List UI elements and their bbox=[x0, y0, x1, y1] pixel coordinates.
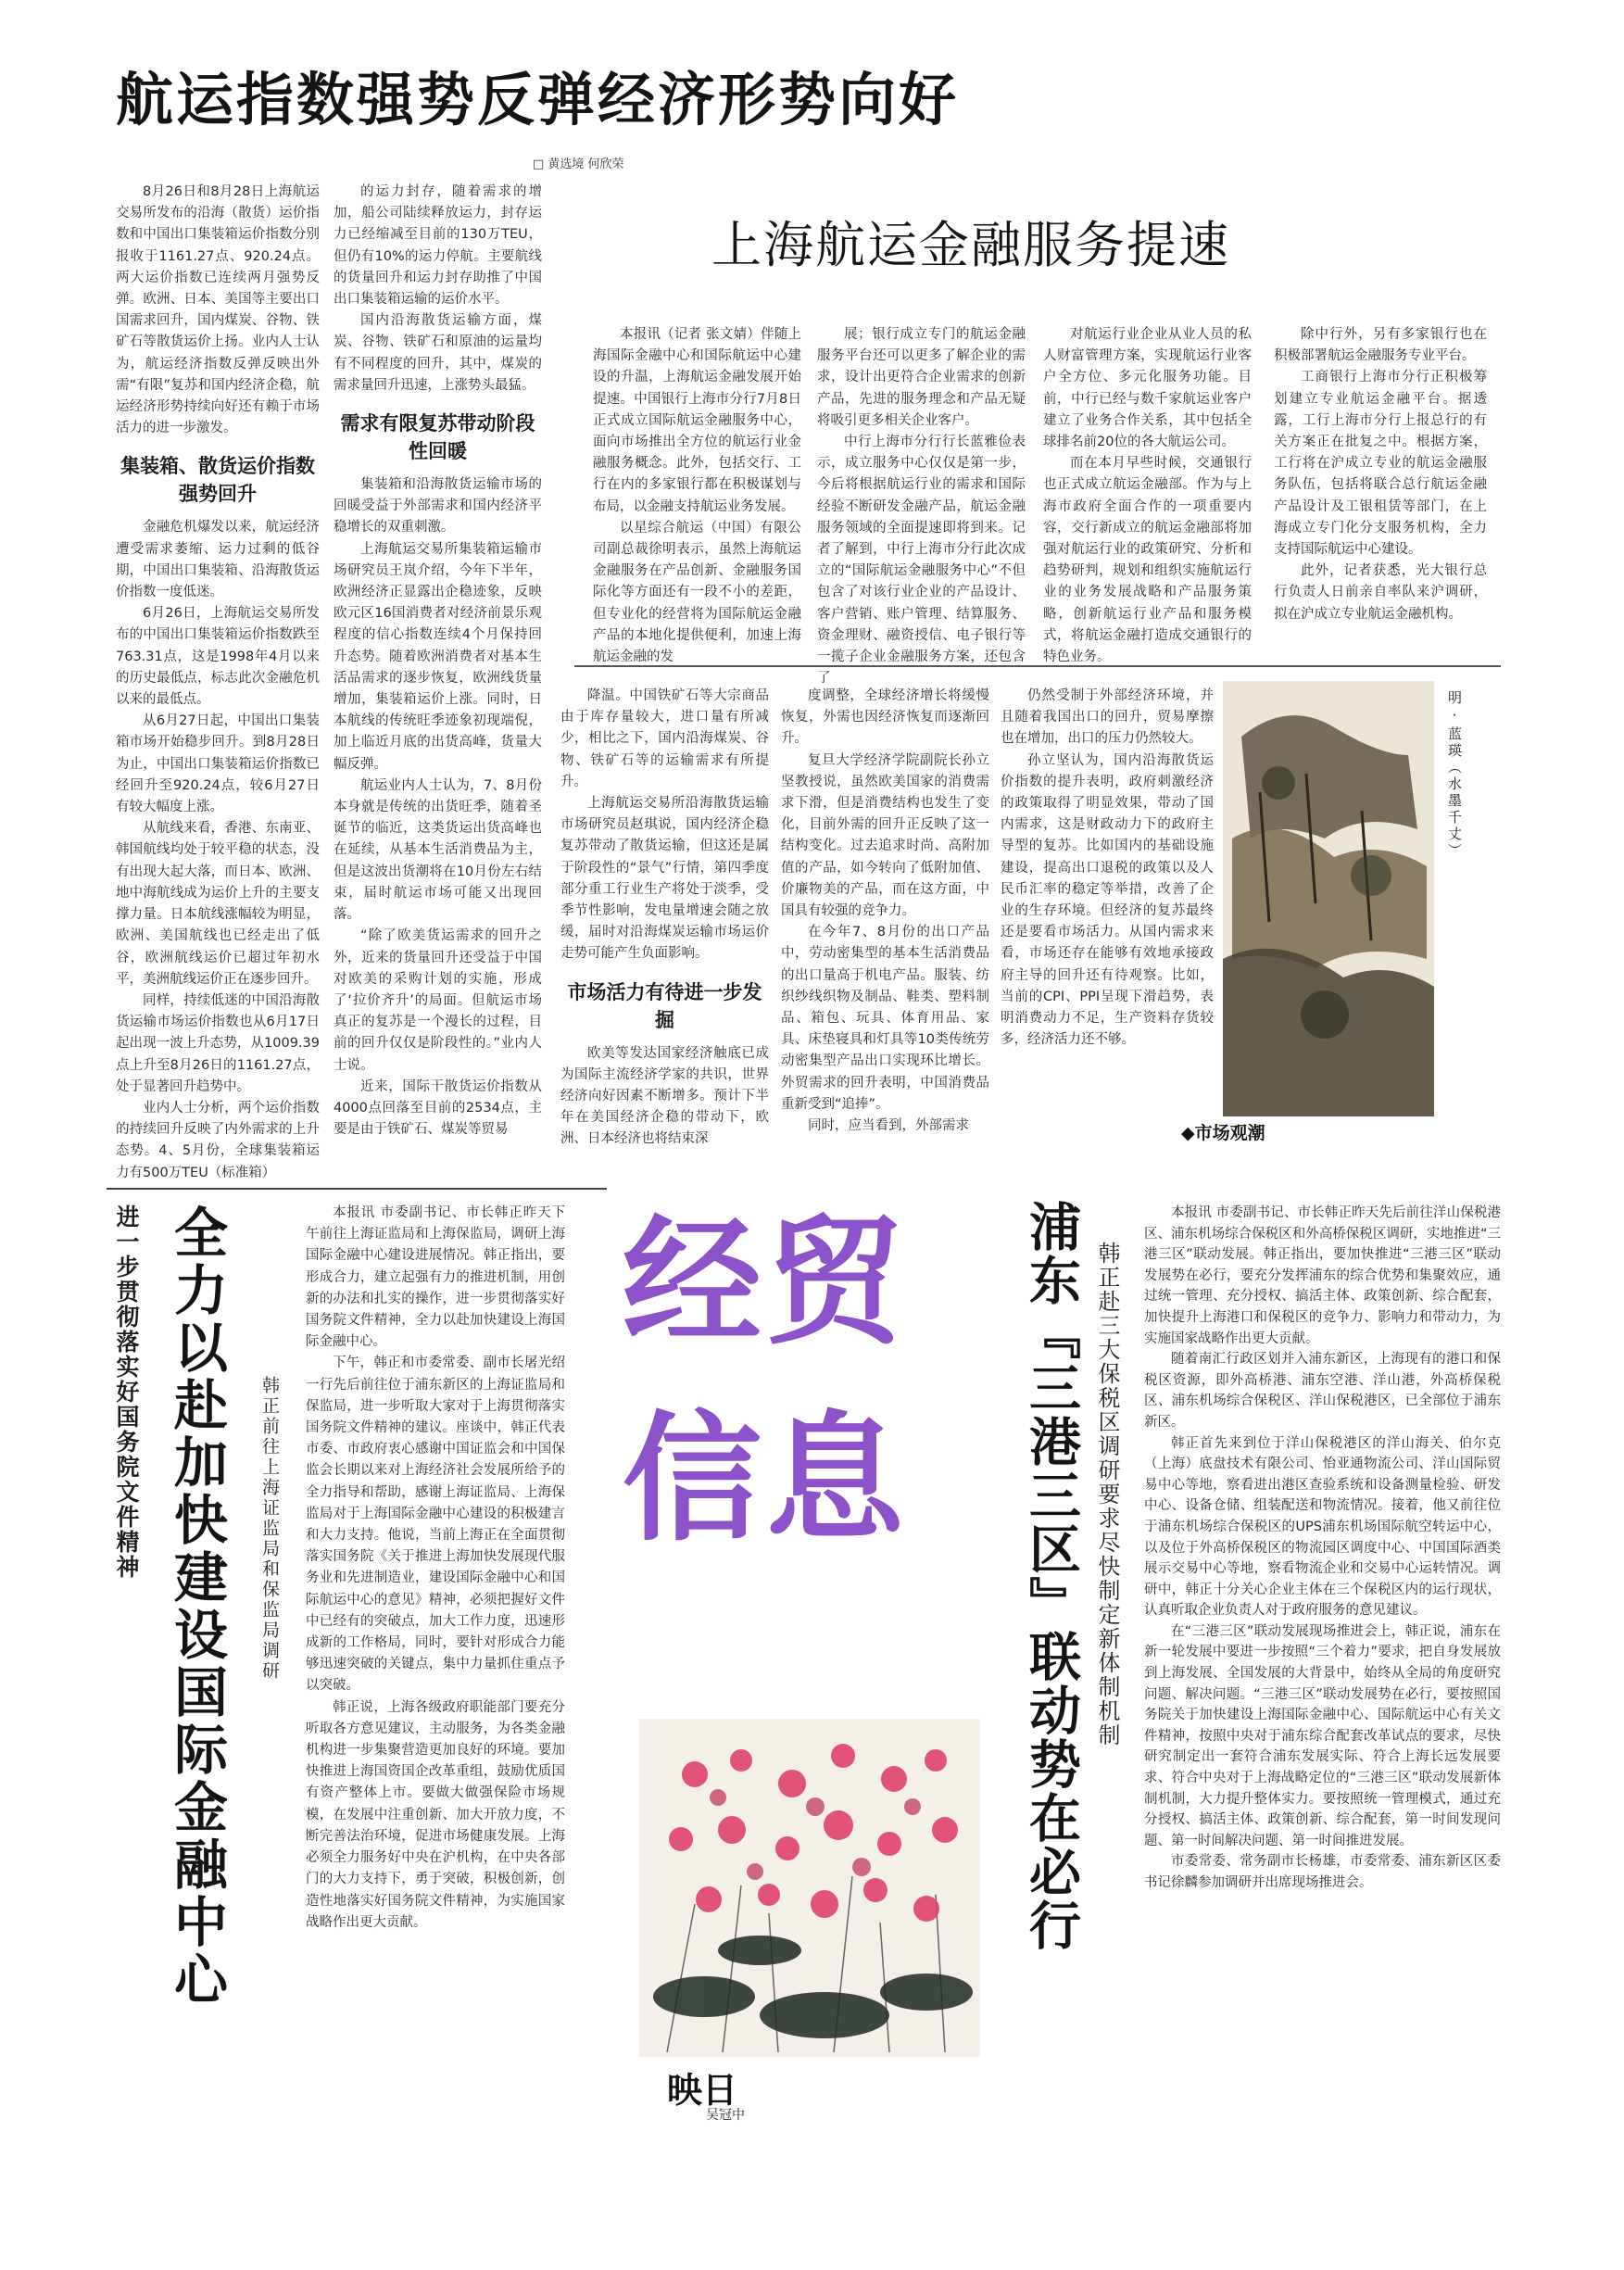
story1-column-3: 降温。中国铁矿石等大宗商品由于库存量较大，进口量有所减少，相比之下，国内沿海煤炭、谷物、铁矿石等的运输需求有所提升。 上海航运交易所沿海散货运输市场研究员赵琪说，国内经济企稳复苏带动了散货运输，但这还是属于阶段性的“景气”行情，第四季度部分重工行业生产将处于淡季，受季节性影响，发电量增速会随之放缓，届时对沿海煤炭运输市场运价走势可能产生负面影响。 市场活力有待进一步发掘 欧美等发达国家经济触底已成为国际主流经济学家的共识，世界经济向好因素不断增多。预计下半年在美国经济企稳的带动下，欧洲、日本经济也将结束深 bbox=[560, 688, 769, 1147]
story2-column-1: 本报讯（记者 张文婧）伴随上海国际金融中心和国际航运中心建设的升温，上海航运金融发展开始提速。中国银行上海市分行7月8日正式成立国际航运金融服务中心，面向市场推出全方位的航运行业金融服务概念。此外，包括交行、工行在内的多家银行都在积极谋划与布局，以金融支持航运业务发展。 以星综合航运（中国）有限公司副总裁徐明表示，虽然上海航运金融服务在产品创新、金融服务国际化等方面还有一段不小的差距，但专业化的经营将为国际航运金融产品的本地化提供便利，加速上海航运金融的发 bbox=[593, 327, 801, 665]
right-story-title: 浦东『三港三区』联动势在必行 bbox=[1021, 1200, 1082, 1952]
painting-caption: 明·蓝瑛（水墨千丈） bbox=[1446, 690, 1463, 860]
left-story-body: 本报讯 市委副书记、市长韩正昨天下午前往上海证监局和上海保监局，调研上海国际金融中心建设进展情况。韩正指出，要形成合力，建立起强有力的推进机制，用创新的办法和扎实的操作，进一步贯彻落实好国务院文件精神，全力以赴加快建设上海国际金融中心。 下午，韩正和市委常委、副市长屠光绍一行先后前往位于浦东新区的上海证监局和保监局，进一步听取大家对于上海贯彻落实国务院文件精神的建议。座谈中，韩正代表市委、市政府衷心感谢中国证监会和中国保监会长期以来对上海经济社会发展所给予的全力指导和帮助，感谢上海证监局、上海保监局对于上海国际金融中心建设的积极建言和大力支持。他说，当前上海正在全面贯彻落实国务院《关于推进上海加快发展现代服务业和先进制造业，建设国际金融中心和国际航运中心的意见》精神，必须把握好文件中已经有的突破点，加大工作力度，迅速形成新的工作格局，同时，要针对形成合力能够迅速突破的关键点，集中力量抓住重点予以突破。 韩正说，上海各级政府职能部门要充分听取各方意见建议，主动服务，为各类金融机构进一步集聚营造更加良好的环境。要加快推进上海国资国企改革重组，鼓励优质国有资产整体上市。要做大做强保险市场规模，在发展中注重创新、加大开放力度，不断完善法治环境，促进市场健康发展。上海必须全力服务好中央在沪机构，在中央各部门的大力支持下，勇于突破，积极创新，创造性地落实好国务院文件精神，为实施国家战略作出更大贡献。 bbox=[306, 1205, 565, 1930]
right-story-deck: 韩正赴三大保税区调研要求尽快制定新体制机制 bbox=[1094, 1242, 1120, 1747]
lotus-painting-title: 映日 bbox=[667, 2070, 738, 2111]
story1-column-2: 的运力封存，随着需求的增加，船公司陆续释放运力，封存运力已经缩减至目前的130万TEU，但仍有10%的运力停航。主要航线的货量回升和运力封存助推了中国出口集装箱运输的运价水平。 国内沿海散货运输方面，煤炭、谷物、铁矿石和原油的运量均有不同程度的回升，其中，煤炭的需求量回升迅速，上涨势头最猛。 需求有限复苏带动阶段性回暖 集装箱和沿海散货运输市场的回暖受益于外部需求和国内经济平稳增长的双重刺激。 上海航运交易所集装箱运输市场研究员王岚介绍，今年下半年，欧洲经济正显露出企稳迹象，反映欧元区16国消费者对经济前景乐观程度的信心指数连续4个月保持回升态势。随着欧洲消费者对基本生活品需求的逐步恢复，欧洲线货量增加，集装箱运价上涨。同时，日本航线的传统旺季迹象初现端倪，加上临近月底的出货高峰，货量大幅反弹。 航运业内人士认为，7、8月份本身就是传统的出货旺季，随着圣诞节的临近，这类货运出货高峰也在延续，从基本生活消费品为主，但是这波出货潮将在10月份左右结束，届时航运市场可能又出现回落。 “除了欧美货运需求的回升之外，近来的货量回升还受益于中国对欧美的采购计划的实施，形成了‘拉价齐升’的局面。但航运市场真正的复苏是一个漫长的过程，目前的回升仅仅是阶段性的。”业内人士说。 近来，国际干散货运价指数从4000点回落至目前的2534点，主要是由于铁矿石、煤炭等贸易 bbox=[334, 184, 542, 1138]
story2-column-3: 对航运行业企业从业人员的私人财富管理方案，实现航运行业客户全方位、多元化服务功能。目前，中行已经与数千家航运业客户建立了业务合作关系，其中包括全球排名前20位的各大航运公司。 而在本月早些时候，交通银行也正式成立航运金融部。作为与上海市政府全面合作的一项重要内容，交行新成立的航运金融部将加强对航运行业的政策研究、分析和趋势研判，规划和组织实施航运行业的业务发展战略和产品服务策略，创新航运行业产品和服务模式，将航运金融打造成交通银行的特色业务。 bbox=[1043, 327, 1252, 665]
story1-subhead-3: 市场活力有待进一步发掘 bbox=[567, 980, 762, 1031]
lotus-painting bbox=[639, 1719, 980, 2057]
column-tag-market: ◆市场观潮 bbox=[1181, 1123, 1265, 1143]
byline-1: □ 黄选境 何欣荣 bbox=[533, 158, 624, 171]
landscape-painting bbox=[1223, 681, 1434, 1116]
lotus-painting-art bbox=[639, 1719, 980, 2057]
left-story-title: 全力以赴加快建设国际金融中心 bbox=[165, 1204, 228, 2009]
section-label-jingmao: 经贸 bbox=[623, 1203, 909, 1364]
story2-column-4: 除中行外，另有多家银行也在积极部署航运金融服务专业平台。 工商银行上海市分行正积极筹划建立专业航运金融平台。据透露，工行上海市分行上报总行的有关方案正在批复之中。根据方案，工行将在沪成立专业的航运金融服务队伍，包括将联合总行航运金融产品设计及工银租赁等部门，在上海成立专门化分支服务机构，全力支持国际航运中心建设。 此外，记者获悉，光大银行总行负责人日前亲自率队来沪调研，拟在沪成立专业航运金融机构。 bbox=[1274, 327, 1487, 622]
divider-story2-bottom bbox=[574, 665, 1501, 667]
divider-bottom-section bbox=[107, 1188, 607, 1190]
story2-column-2: 展；银行成立专门的航运金融服务平台还可以更多了解企业的需求，设计出更符合企业需求的创新产品，先进的服务理念和产品无疑将吸引更多相关企业客户。 中行上海市分行行长蓝雅俭表示，成立服务中心仅仅是第一步，今后将根据航运行业的需求和国际经验不断研发金融产品，航运金融服务领域的全面提速即将到来。记者了解到，中行上海市分行此次成立的“国际航运金融服务中心”不但包含了对该行业企业的产品设计、客户营销、账户管理、结算服务、资金理财、融资授信、电子银行等一揽子企业金融服务方案，还包含了 bbox=[817, 327, 1026, 687]
headline-1: 航运指数强势反弹经济形势向好 bbox=[116, 66, 960, 133]
story1-column-1: 8月26日和8月28日上海航运交易所发布的沿海（散货）运价指数和中国出口集装箱运价指数分别报收于1161.27点、920.24点。两大运价指数已连续两月强势反弹。欧洲、日本、美国等主要出口国需求回升，国内煤炭、谷物、铁矿石等散货运价上扬。业内人士认为，航运经济指数反弹反映出外需“有限”复苏和国内经济企稳，航运经济形势持续向好还有赖于市场活力的进一步激发。 集装箱、散货运价指数强势回升 金融危机爆发以来，航运经济遭受需求萎缩、运力过剩的低谷期，中国出口集装箱、沿海散货运价指数一度低迷。 6月26日，上海航运交易所发布的中国出口集装箱运价指数跌至763.31点，这是1998年4月以来的历史最低点，标志此次金融危机以来的最低点。 从6月27日起，中国出口集装箱市场开始稳步回升。到8月28日为止，中国出口集装箱运价指数已经回升至920.24点，较6月27日有较大幅度上涨。 从航线来看，香港、东南亚、韩国航线均处于较平稳的状态，没有出现大起大落，而日本、欧洲、地中海航线成为运价上升的主要支撑力量。日本航线涨幅较为明显，欧洲、美国航线也已经走出了低谷，欧洲航线运价已超过年初水平，美洲航线运价正在逐步回升。 同样，持续低迷的中国沿海散货运输市场运价指数也从6月17日起出现一波上升态势，从1009.39点上升至8月26日的1161.27点，处于显著回升趋势中。 业内人士分析，两个运价指数的持续回升反映了内外需求的上升态势。4、5月份，全球集装箱运力有500万TEU（标准箱） bbox=[116, 182, 320, 1233]
story1-column-4: 度调整，全球经济增长将缓慢恢复，外需也因经济恢复而逐渐回升。 复旦大学经济学院副院长孙立坚教授说，虽然欧美国家的消费需求下滑，但是消费结构也发生了变化，目前外需的回升正反映了这一结构变化。过去追求时尚、高附加值的产品，如今转向了低附加值、价廉物美的产品，而在这方面，中国具有较强的竞争力。 在今年7、8月份的出口产品中，劳动密集型的基本生活消费品的出口量高于机电产品。服装、纺织纱线织物及制品、鞋类、塑料制品、箱包、玩具、体育用品、家具、床垫寝具和灯具等10类传统劳动密集型产品出口实现环比增长。外贸需求的回升表明，中国消费品重新受到“追捧”。 同时，应当看到，外部需求 bbox=[781, 688, 989, 1134]
landscape-painting-art bbox=[1223, 681, 1434, 1116]
headline-2: 上海航运金融服务提速 bbox=[711, 216, 1230, 274]
left-story-kicker: 进一步贯彻落实好国务院文件精神 bbox=[113, 1204, 140, 1580]
story1-column-5: 仍然受制于外部经济环境，并且随着我国出口的回升，贸易摩擦也在增加，出口的压力仍然较大。 孙立坚认为，国内沿海散货运价指数的提升表明，政府刺激经济的政策取得了明显效果，带动了国内需求，这是财政动力下的政府主导型的复苏。比如国内的基础设施建设，提高出口退税的政策以及人民币汇率的稳定等举措，改善了企业的生存环境。但经济的复苏最终还是要看市场活力。从国内需求来看，市场还存在能够有效地承接政府主导的回升还有待观察。比如，当前的CPI、PPI呈现下滑趋势，表明消费动力不足，生产资料存货较多，经济活力还不够。 bbox=[1001, 688, 1214, 1048]
right-story-body: 本报讯 市委副书记、市长韩正昨天先后前往洋山保税港区、浦东机场综合保税区和外高桥保税区调研，实地推进“三港三区”联动发展。韩正指出，要加快推进“三港三区”联动发展势在必行，要充分发挥浦东的综合优势和集聚效应，通过统一管理、充分授权、搞活主体、政策创新、综合配套，加快提升上海港口和保税区的竞争力、影响力和带动力，为实施国家战略作出更大贡献。 随着南汇行政区划并入浦东新区，上海现有的港口和保税区资源，即外高桥港、浦东空港、洋山港，外高桥保税区、浦东机场综合保税区、洋山保税港区，已全部位于浦东新区。 韩正首先来到位于洋山保税港区的洋山海关、伯尔克（上海）底盘技术有限公司、怡亚通物流公司、洋山国际贸易中心等地，察看进出港区查验系统和设备测量检验、研发中心、设备仓储、组装配送和物流情况。接着，他又前往位于浦东机场综合保税区的UPS浦东机场国际航空转运中心，以及位于外高桥保税区的物流园区调度中心、中国国际酒类展示交易中心等地，察看物流企业和交易中心运转情况。调研中，韩正十分关心企业主体在三个保税区内的运行现状，认真听取企业负责人对于政府服务的意见建议。 在“三港三区”联动发展现场推进会上，韩正说，浦东在新一轮发展中要进一步按照“三个着力”要求，把自身发展放到上海发展、全国发展的大背景中，始终从全局的角度研究问题、解决问题。“三港三区”联动发展势在必行，要按照国务院关于加快建设上海国际金融中心、国际航运中心有关文件精神，按照中央对于浦东综合配套改革试点的要求，尽快研究制定出一套符合浦东发展实际、符合上海长远发展要求、符合中央对于上海战略定位的“三港三区”联动发展新体制机制，大力提升整体实力。要按照统一管理模式，通过充分授权、搞活主体、政策创新、综合配套，第一时间发现问题、第一时间解决问题、第一时间推进发展。 市委常委、常务副市长杨雄，市委常委、浦东新区区委书记徐麟参加调研并出席现场推进会。 bbox=[1144, 1205, 1501, 1890]
lotus-painting-author: 吴冠中 bbox=[706, 2108, 745, 2123]
left-story-deck: 韩正前往上海证监局和保监局调研 bbox=[259, 1376, 280, 1682]
story1-col1-top: 8月26日和8月28日上海航运交易所发布的沿海（散货）运价指数和中国出口集装箱运价指数分别报收于1161.27点、920.24点。两大运价指数已连续两月强势反弹。欧洲、日本、美国等主要出口国需求回升，国内煤炭、谷物、铁矿石等散货运价上扬。业内人士认为，航运经济指数反弹反映出外需“有限”复苏和国内经济企稳，航运经济形势持续向好还有赖于市场活力的进一步激发。 bbox=[116, 184, 320, 436]
story1-subhead-2: 需求有限复苏带动阶段性回暖 bbox=[340, 412, 535, 463]
story1-subhead-1: 集装箱、散货运价指数强势回升 bbox=[120, 455, 315, 506]
section-label-xinxi: 信息 bbox=[623, 1399, 909, 1560]
